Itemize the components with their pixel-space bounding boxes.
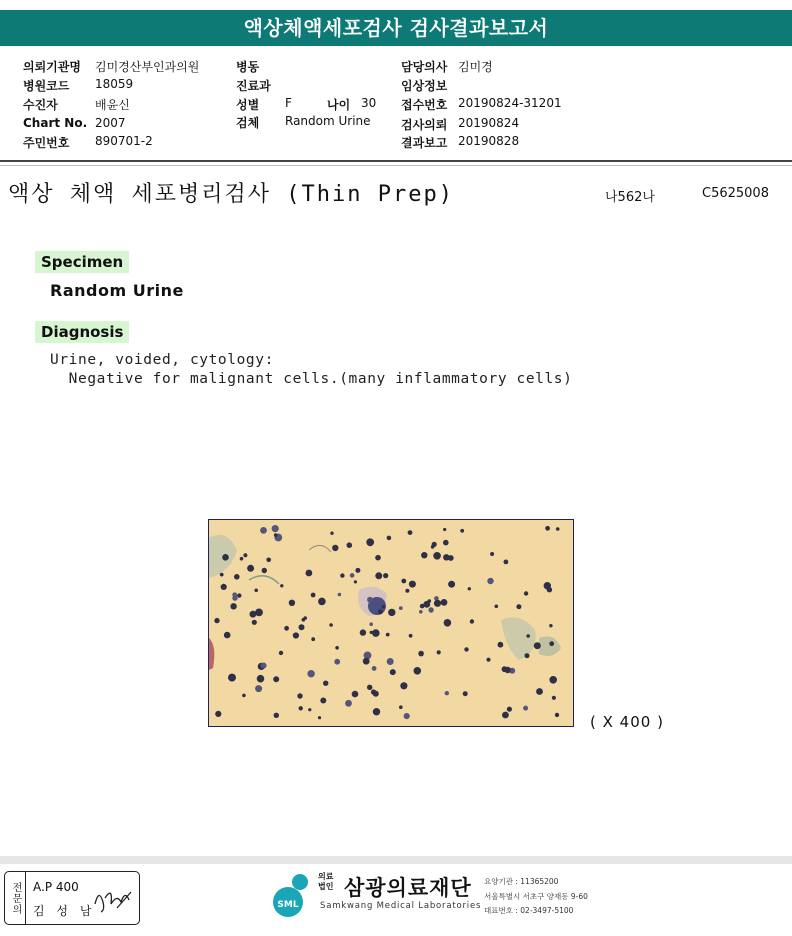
receipt-label: 접수번호 [401,98,448,112]
org-english-name: Samkwang Medical Laboratories [320,901,482,911]
inflammatory-cell [330,532,333,535]
inflammatory-cell [372,629,380,637]
diagnosis-line-1: Urine, voided, cytology: [50,352,274,368]
inflammatory-cell [273,676,279,682]
inflammatory-cell [507,707,512,712]
inflammatory-cell [545,526,550,531]
footer-divider [0,856,792,864]
inflammatory-cell [405,589,409,593]
inflammatory-cell [332,545,338,551]
inflammatory-cell [549,676,557,684]
inflammatory-cell [409,634,413,638]
org-type [318,872,333,892]
inflammatory-cell [399,705,403,709]
inflammatory-cell [360,629,366,635]
inflammatory-cell [257,675,265,683]
specimen-heading: Specimen [35,251,129,273]
inflammatory-cell [463,691,468,696]
inflammatory-cell [387,536,392,541]
inflammatory-cell [329,623,333,627]
inflammatory-cell [399,606,403,610]
inflammatory-cell [443,540,449,546]
inflammatory-cell [464,647,468,651]
header-divider-thin [0,165,792,166]
inflammatory-cell [352,691,359,698]
inflammatory-cell [502,712,509,719]
inflammatory-cell [220,573,224,577]
inflammatory-cell [409,581,416,588]
inflammatory-cell [386,633,390,637]
inflammatory-cell [555,713,559,717]
inflammatory-cell [526,634,530,638]
inflammatory-cell [498,642,504,648]
inflammatory-cell [486,658,490,662]
inflammatory-cell [470,619,474,623]
inflammatory-cell [214,618,219,623]
inflammatory-cell [240,557,244,561]
org-phone: 대표번호 : 02-3497-5100 [484,906,574,915]
inflammatory-cell [544,582,551,589]
ap-code: A.P 400 [33,880,79,894]
inflammatory-cell [448,581,455,588]
report-date-value: 20190828 [458,134,520,148]
inflammatory-cell [261,663,267,669]
inflammatory-cell [516,604,521,609]
inflammatory-cell [549,624,552,627]
magnification-label: ( X 400 ) [590,713,664,731]
inflammatory-cell [421,552,427,558]
inflammatory-cell [311,593,316,598]
department-label: 진료과 [236,79,271,93]
inflammatory-cell [505,667,511,673]
inflammatory-cell [375,555,381,561]
org-type-line-2: 법인 [318,882,334,891]
specialist-label: 전문의 [5,872,26,924]
inflammatory-cell [318,598,326,606]
inflammatory-cell [250,611,257,618]
micrograph-image [209,520,573,726]
chart-label: Chart No. [23,116,88,130]
pathologist-name: 김 성 남 [33,904,96,918]
inflammatory-cell [228,674,236,682]
inflammatory-cell [318,716,321,719]
inflammatory-cell [306,570,313,577]
sml-logo-icon [270,870,316,920]
inflammatory-cell [556,527,560,531]
inflammatory-cell [347,542,353,548]
diagnosis-line-2: Negative for malignant cells.(many inflammatory cells) [50,371,573,387]
signature-icon [91,882,135,916]
inflammatory-cell [441,599,448,606]
cytology-micrograph [208,519,574,727]
inflammatory-cell [525,653,530,658]
doctor-label: 담당의사 [401,60,448,74]
inflammatory-cell [523,706,528,711]
inflammatory-cell [266,558,271,563]
report-title: 액상체액세포검사 검사결과보고서 [0,10,792,46]
org-address: 서울특별시 서초구 양재동 9-60 [484,892,588,901]
age-value: 30 [361,96,377,110]
inflammatory-cell [311,637,315,641]
chart-value: 2007 [95,116,126,130]
inflammatory-cell [388,609,395,616]
inflammatory-cell [414,667,422,675]
inflammatory-cell [255,609,263,617]
resident-label: 주민번호 [23,136,70,150]
request-label: 검사의뢰 [401,118,448,132]
inflammatory-cell [350,573,355,578]
inflammatory-cell [272,525,279,532]
sex-value: F [285,96,292,110]
inflammatory-cell [468,587,471,590]
patient-value: 배윤신 [95,98,130,112]
diagnosis-text [50,351,572,389]
inflammatory-cell [247,565,254,572]
inflammatory-cell [443,528,446,531]
inflammatory-cell [366,538,374,546]
inflammatory-cell [400,682,407,689]
inflammatory-cell [460,529,464,533]
inflammatory-cell [524,591,528,595]
ward-label: 병동 [236,60,260,74]
header-divider [0,160,792,162]
hospital-code-value: 18059 [95,77,134,91]
resident-value: 890701-2 [95,134,153,148]
inflammatory-cell [274,713,279,718]
inflammatory-cell [280,584,283,587]
request-value: 20190824 [458,116,520,130]
doctor-value: 김미경 [458,60,493,74]
test-code: 나562나 [605,190,655,205]
inflammatory-cell [495,605,499,609]
inflammatory-cell [433,552,441,560]
inflammatory-cell [372,666,377,671]
inflammatory-cell [284,626,289,631]
inflammatory-cell [382,605,385,608]
diagnosis-heading: Diagnosis [35,321,129,343]
inflammatory-cell [444,619,452,627]
inflammatory-cell [323,681,328,686]
inflammatory-cell [369,622,373,626]
inflammatory-cell [375,572,382,579]
inflammatory-cell [215,711,221,717]
inflammatory-cell [504,560,509,565]
inflammatory-cell [260,527,267,534]
inflammatory-cell [549,641,554,646]
report-date-label: 결과보고 [401,136,448,150]
inflammatory-cell [490,552,494,556]
institution-value: 김미경산부인과의원 [95,60,200,74]
inflammatory-cell [302,618,306,622]
age-label: 나이 [327,98,351,112]
inflammatory-cell [536,688,543,695]
clinical-label: 임상정보 [401,79,448,93]
inflammatory-cell [252,620,257,625]
inflammatory-cell [234,574,240,580]
inflammatory-cell [335,646,339,650]
inflammatory-cell [487,578,493,584]
inflammatory-cell [354,580,357,583]
logo-text: SML [277,900,299,910]
patient-label: 수진자 [23,98,58,112]
org-name: 삼광의료재단 [344,876,472,900]
inflammatory-cell [274,533,278,537]
inflammatory-cell [230,603,236,609]
inflammatory-cell [418,651,424,657]
inflammatory-cell [334,659,340,665]
inflammatory-cell [363,658,370,665]
inflammatory-cell [383,573,388,578]
inflammatory-cell [534,642,541,649]
sex-label: 성별 [236,98,260,112]
org-institution-code: 요양기관 : 11365200 [484,877,559,886]
inflammatory-cell [307,670,314,677]
inflammatory-cell [404,713,410,719]
org-type-line-1: 의료 [318,872,334,881]
order-code: C5625008 [702,186,769,201]
inflammatory-cell [242,694,246,698]
inflammatory-cell [367,597,373,603]
inflammatory-cell [320,698,326,704]
inflammatory-cell [355,568,360,573]
inflammatory-cell [279,651,283,655]
inflammatory-cell [224,632,231,639]
inflammatory-cell [443,554,449,560]
inflammatory-cell [387,658,394,665]
inflammatory-cell [254,589,258,593]
inflammatory-cell [299,706,303,710]
inflammatory-cell [345,700,352,707]
inflammatory-cell [390,669,396,675]
specimen-type-label: 검체 [236,116,260,130]
inflammatory-cell [222,554,229,561]
inflammatory-cell [371,689,376,694]
hospital-code-label: 병원코드 [23,79,70,93]
inflammatory-cell [262,568,267,573]
inflammatory-cell [401,579,406,584]
inflammatory-cell [293,632,299,638]
inflammatory-cell [437,650,441,654]
specimen-type-value: Random Urine [285,114,371,128]
inflammatory-cell [308,708,311,711]
inflammatory-cell [370,631,373,634]
inflammatory-cell [419,610,423,614]
test-title: 액상 체액 세포병리검사 (Thin Prep) [8,182,454,207]
institution-label: 의뢰기관명 [23,60,81,74]
inflammatory-cell [428,599,432,603]
pathologist-sign-box [4,871,140,925]
specimen-value: Random Urine [50,281,184,300]
inflammatory-cell [373,708,380,715]
inflammatory-cell [338,593,342,597]
inflammatory-cell [232,592,237,597]
inflammatory-cell [408,530,413,535]
receipt-value: 20190824-31201 [458,96,562,110]
inflammatory-cell [552,696,556,700]
inflammatory-cell [445,691,449,695]
inflammatory-cell [367,685,372,690]
inflammatory-cell [299,624,305,630]
inflammatory-cell [340,573,344,577]
inflammatory-cell [237,593,241,597]
inflammatory-cell [378,609,383,614]
inflammatory-cell [434,600,441,607]
inflammatory-cell [428,607,433,612]
inflammatory-cell [289,600,295,606]
inflammatory-cell [431,545,435,549]
inflammatory-cell [255,685,262,692]
inflammatory-cell [297,693,302,698]
inflammatory-cell [221,584,227,590]
inflammatory-cell [243,553,247,557]
